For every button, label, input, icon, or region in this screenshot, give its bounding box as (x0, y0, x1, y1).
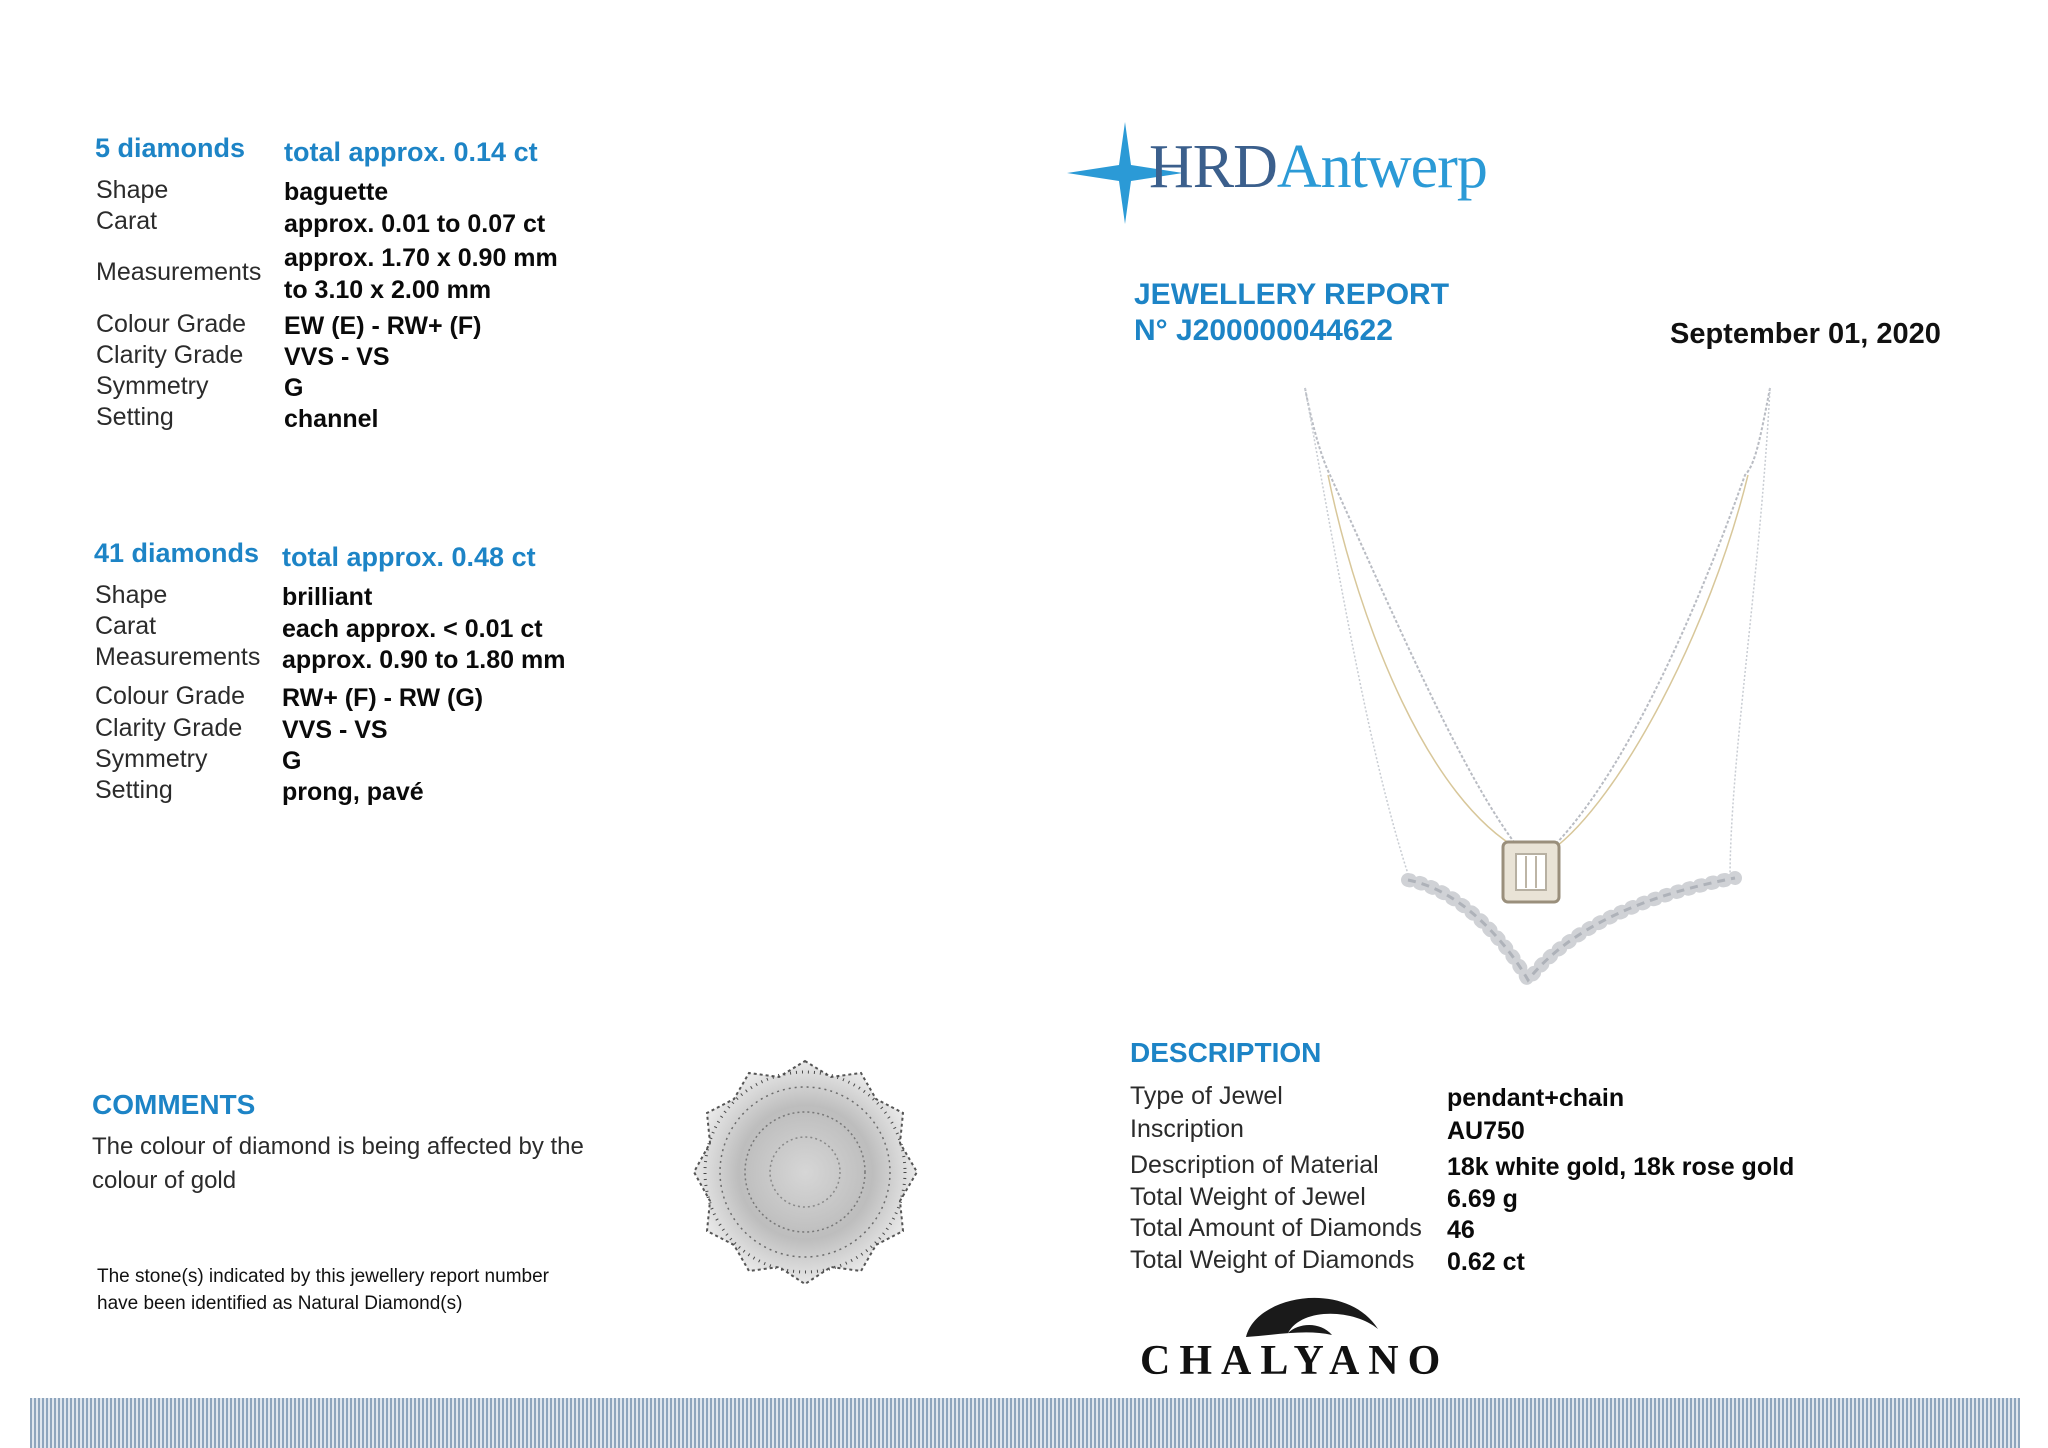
setting-value: channel (284, 405, 379, 433)
measurements-value: approx. 1.70 x 0.90 mm (284, 244, 558, 272)
shape-label: Shape (96, 176, 169, 204)
group-total: total approx. 0.14 ct (284, 137, 538, 167)
jewel-weight-value: 6.69 g (1447, 1185, 1518, 1213)
clarity-grade-label: Clarity Grade (95, 714, 243, 742)
natural-diamond-statement-line1: The stone(s) indicated by this jewellery report number (97, 1266, 549, 1287)
measurements-label: Measurements (95, 643, 261, 671)
measurements-value-2: to 3.10 x 2.00 mm (284, 276, 492, 304)
chalyano-mark-icon (1236, 1285, 1386, 1345)
carat-value: approx. 0.01 to 0.07 ct (284, 210, 546, 238)
jewel-weight-label: Total Weight of Jewel (1130, 1183, 1366, 1211)
group-count: 41 diamonds (94, 538, 260, 568)
hrd-antwerp-logo (1065, 118, 1525, 228)
symmetry-label: Symmetry (95, 745, 208, 773)
colour-grade-label: Colour Grade (95, 682, 246, 710)
shape-label: Shape (95, 581, 168, 609)
clarity-grade-value: VVS - VS (284, 343, 390, 371)
inscription-label: Inscription (1130, 1115, 1244, 1143)
security-stripe (30, 1398, 2020, 1448)
shape-value: brilliant (282, 583, 373, 611)
description-title: DESCRIPTION (1130, 1037, 1322, 1068)
carat-value: each approx. < 0.01 ct (282, 615, 543, 643)
group-count: 5 diamonds (95, 133, 246, 163)
natural-diamond-statement-line2: have been identified as Natural Diamond(s) (97, 1293, 463, 1314)
colour-grade-label: Colour Grade (96, 310, 247, 338)
diamond-amount-value: 46 (1447, 1216, 1475, 1244)
logo-hrd-text: HRD (1149, 133, 1277, 201)
report-date: September 01, 2020 (1670, 318, 1941, 350)
diamond-amount-label: Total Amount of Diamonds (1130, 1214, 1422, 1242)
setting-label: Setting (95, 776, 173, 804)
clarity-grade-label: Clarity Grade (96, 341, 244, 369)
carat-label: Carat (96, 207, 158, 235)
brand-name: CHALYANO (1140, 1338, 1450, 1384)
measurements-label: Measurements (96, 258, 262, 286)
type-of-jewel-label: Type of Jewel (1130, 1082, 1283, 1110)
diamond-weight-label: Total Weight of Diamonds (1130, 1246, 1415, 1274)
logo-antwerp-text: Antwerp (1276, 133, 1487, 201)
type-of-jewel-value: pendant+chain (1447, 1084, 1625, 1112)
setting-label: Setting (96, 403, 174, 431)
diamond-weight-value: 0.62 ct (1447, 1248, 1525, 1276)
setting-value: prong, pavé (282, 778, 424, 806)
report-number: N° J200000044622 (1134, 314, 1393, 347)
symmetry-value: G (284, 374, 304, 402)
hologram-seal (688, 1055, 923, 1290)
comments-text: The colour of diamond is being affected by the colour of gold (92, 1133, 584, 1194)
symmetry-label: Symmetry (96, 372, 209, 400)
material-label: Description of Material (1130, 1151, 1379, 1179)
inscription-value: AU750 (1447, 1117, 1525, 1145)
carat-label: Carat (95, 612, 157, 640)
colour-grade-value: EW (E) - RW+ (F) (284, 312, 482, 340)
chalyano-logo (1140, 1285, 1480, 1385)
clarity-grade-value: VVS - VS (282, 716, 388, 744)
shape-value: baguette (284, 178, 389, 206)
colour-grade-value: RW+ (F) - RW (G) (282, 684, 484, 712)
measurements-value: approx. 0.90 to 1.80 mm (282, 646, 566, 674)
necklace-photo (1290, 380, 1800, 1000)
report-title: JEWELLERY REPORT (1134, 278, 1450, 311)
group-total: total approx. 0.48 ct (282, 542, 536, 572)
material-value: 18k white gold, 18k rose gold (1447, 1153, 1795, 1181)
symmetry-value: G (282, 747, 302, 775)
comments-title: COMMENTS (92, 1089, 256, 1120)
